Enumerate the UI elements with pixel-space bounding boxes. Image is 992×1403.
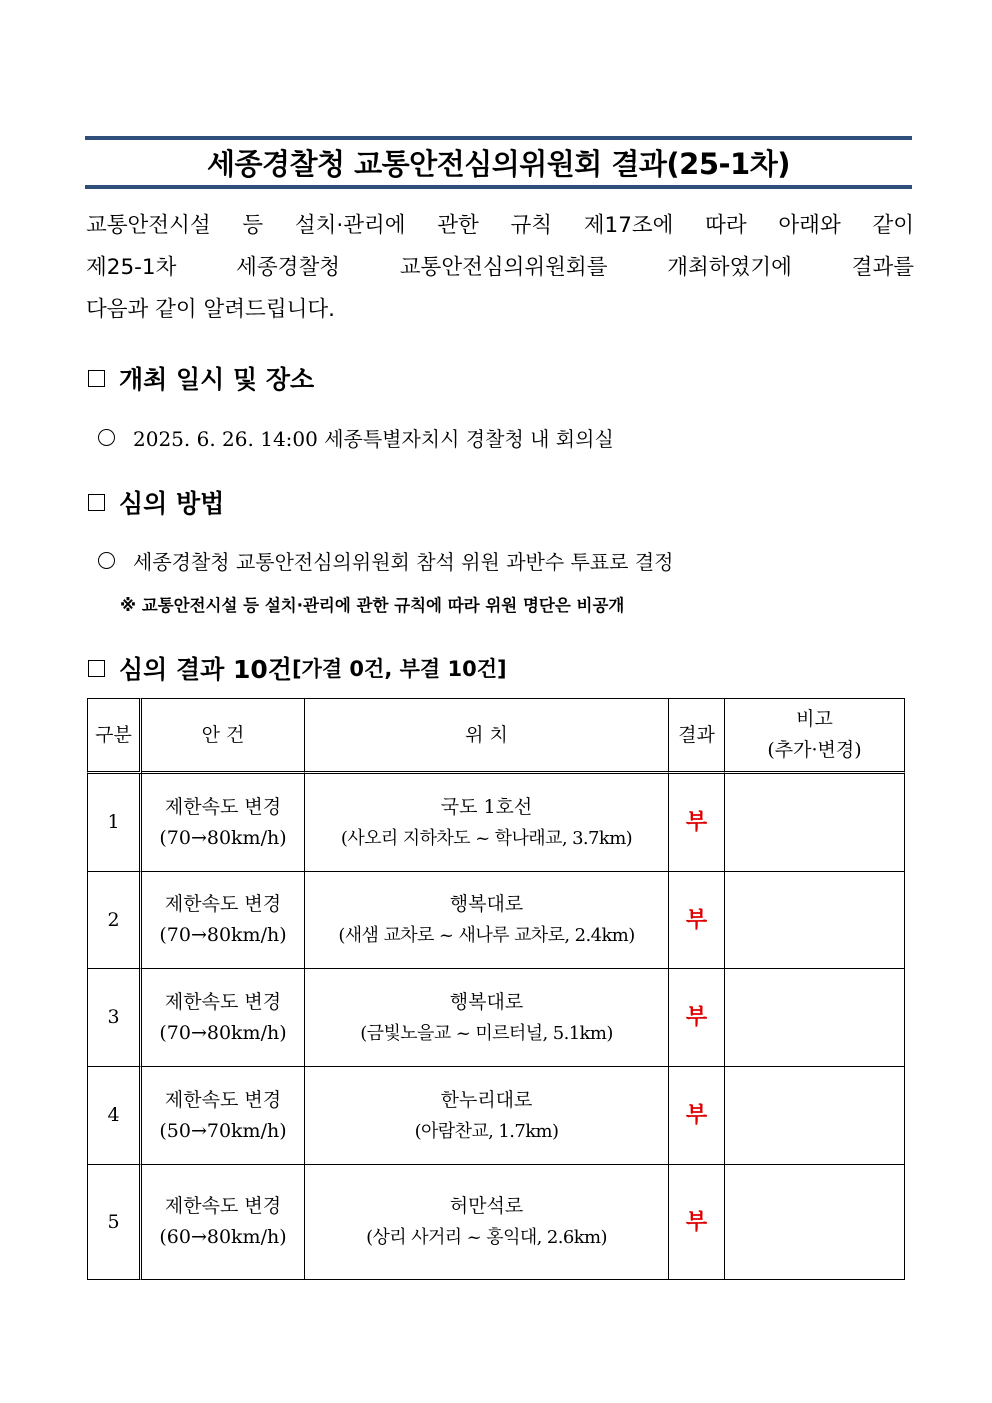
row-location xyxy=(305,872,669,969)
location-road: 허만석로 xyxy=(449,1195,524,1217)
row-remark xyxy=(725,969,905,1067)
title-bar xyxy=(85,136,912,189)
row-remark xyxy=(725,1165,905,1280)
header-remark xyxy=(725,698,905,774)
section-heading-text: 심의 방법 xyxy=(119,489,225,518)
section-heading-datetime xyxy=(88,360,314,396)
row-result: 부 xyxy=(669,969,725,1067)
agenda-title: 제한속도 변경 xyxy=(164,1088,282,1111)
agenda-speed: (70→80km/h) xyxy=(159,1021,287,1044)
table-row xyxy=(87,969,905,1067)
location-road: 국도 1호선 xyxy=(440,795,533,818)
section-item-datetime xyxy=(98,423,614,452)
header-location: 위 치 xyxy=(305,698,669,774)
section-heading-text: 개최 일시 및 장소 xyxy=(119,365,315,394)
row-num: 5 xyxy=(87,1165,142,1280)
location-road: 행복대로 xyxy=(449,893,524,915)
header-num: 구분 xyxy=(87,698,142,774)
page-title: 세종경찰청 교통안전심의위원회 결과(25-1차) xyxy=(206,147,790,181)
result-table xyxy=(87,698,905,1280)
agenda-title: 제한속도 변경 xyxy=(164,1195,282,1217)
row-remark xyxy=(725,774,905,872)
agenda-title: 제한속도 변경 xyxy=(164,990,282,1013)
section-heading-text: 심의 결과 10건 xyxy=(119,655,292,684)
row-result: 부 xyxy=(669,1165,725,1280)
row-result: 부 xyxy=(669,774,725,872)
header-agenda: 안 건 xyxy=(142,698,305,774)
header-remark-line2: (추가·변경) xyxy=(767,739,862,761)
section-heading-sub: [가결 0건, 부결 10건] xyxy=(291,657,507,681)
location-section: (사오리 지하차도 ~ 학나래교, 3.7km) xyxy=(340,827,633,849)
intro-paragraph xyxy=(86,205,914,331)
row-location xyxy=(305,1165,669,1280)
table-row xyxy=(87,872,905,969)
row-location xyxy=(305,774,669,872)
section-heading-result xyxy=(88,650,507,686)
square-bullet-icon xyxy=(88,660,105,677)
item-text: 세종경찰청 교통안전심의위원회 참석 위원 과반수 투표로 결정 xyxy=(133,550,674,574)
table-row xyxy=(87,774,905,872)
row-remark xyxy=(725,872,905,969)
square-bullet-icon xyxy=(88,370,105,387)
row-location xyxy=(305,969,669,1067)
square-bullet-icon xyxy=(88,494,105,511)
header-remark-line1: 비고 xyxy=(796,708,833,730)
agenda-speed: (60→80km/h) xyxy=(159,1226,287,1248)
header-result: 결과 xyxy=(669,698,725,774)
row-result: 부 xyxy=(669,872,725,969)
row-agenda xyxy=(142,774,305,872)
location-section: (금빛노을교 ~ 미르터널, 5.1km) xyxy=(360,1022,613,1044)
location-section: (아람찬교, 1.7km) xyxy=(414,1120,559,1142)
intro-line-2: 제25-1차 세종경찰청 교통안전심의위원회를 개최하였기에 결과를 xyxy=(86,255,914,280)
note-text: ※ 교통안전시설 등 설치·관리에 관한 규칙에 따라 위원 명단은 비공개 xyxy=(120,596,625,615)
section-heading-method xyxy=(88,484,224,520)
agenda-title: 제한속도 변경 xyxy=(164,795,282,818)
table-header-row xyxy=(87,698,905,774)
table-row xyxy=(87,1067,905,1165)
location-section: (새샘 교차로 ~ 새나루 교차로, 2.4km) xyxy=(338,925,635,946)
row-location xyxy=(305,1067,669,1165)
location-section: (상리 사거리 ~ 홍익대, 2.6km) xyxy=(366,1227,607,1248)
row-agenda xyxy=(142,1165,305,1280)
row-remark xyxy=(725,1067,905,1165)
agenda-speed: (70→80km/h) xyxy=(159,924,287,946)
agenda-speed: (70→80km/h) xyxy=(159,826,287,849)
row-agenda xyxy=(142,969,305,1067)
item-text: 2025. 6. 26. 14:00 세종특별자치시 경찰청 내 회의실 xyxy=(133,427,614,451)
row-num: 2 xyxy=(87,872,142,969)
agenda-title: 제한속도 변경 xyxy=(164,893,282,915)
agenda-speed: (50→70km/h) xyxy=(159,1119,287,1142)
row-agenda xyxy=(142,872,305,969)
table-row xyxy=(87,1165,905,1280)
intro-line-1: 교통안전시설 등 설치·관리에 관한 규칙 제17조에 따라 아래와 같이 xyxy=(86,213,914,238)
location-road: 한누리대로 xyxy=(440,1088,533,1111)
row-agenda xyxy=(142,1067,305,1165)
section-item-method xyxy=(98,546,673,575)
row-num: 4 xyxy=(87,1067,142,1165)
circle-bullet-icon xyxy=(98,429,115,446)
intro-line-3: 다음과 같이 알려드립니다. xyxy=(86,297,335,322)
location-road: 행복대로 xyxy=(449,990,524,1013)
row-num: 1 xyxy=(87,774,142,872)
circle-bullet-icon xyxy=(98,552,115,569)
row-num: 3 xyxy=(87,969,142,1067)
row-result: 부 xyxy=(669,1067,725,1165)
